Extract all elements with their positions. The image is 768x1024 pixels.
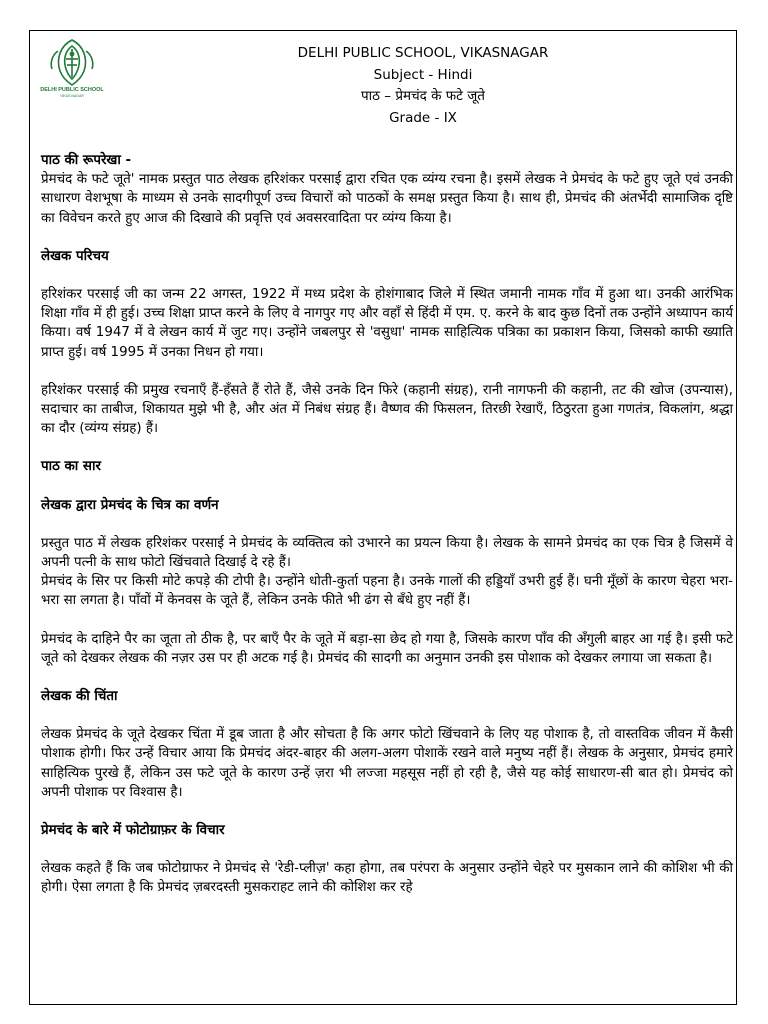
document-header	[110, 43, 736, 129]
author-paragraph-1: हरिशंकर परसाई जी का जन्म 22 अगस्त, 1922 में मध्य प्रदेश के होशंगाबाद जिले में स्थित जमानी नामक गाँव में हुआ था। उनकी आरंभिक शिक्षा गाँव में ही हुई। उच्च शिक्षा प्राप्त करने के लिए वे नागपुर गए और वहाँ से हिंदी में एम. ए. करने के बाद कुछ दिनों तक उन्होंने अध्यापन कार्य किया। वर्ष 1947 में वे लेखन कार्य में जुट गए। उन्होंने जबलपुर से 'वसुधा' नामक साहित्यिक पत्रिका का प्रकाशन किया, जिसको काफी ख्याति प्राप्त हुई। वर्ष 1995 में उनका निधन हो गया।	[41, 287, 733, 360]
outline-heading: पाठ की रूपरेखा -	[41, 153, 132, 168]
portrait-paragraph-2: प्रेमचंद के सिर पर किसी मोटे कपड़े की टोपी है। उन्होंने धोती-कुर्ता पहना है। उनके गालों की हड्डियाँ उभरी हुई हैं। घनी मूँछों के कारण चेहरा भरा-भरा सा लगता है। पाँवों में केनवस के जूते हैं, लेकिन उनके फीते भी ढंग से बँधे हुए नहीं हैं।	[41, 574, 733, 609]
photographer-paragraph: लेखक कहते हैं कि जब फोटोग्राफर ने प्रेमचंद से 'रेडी-प्लीज़' कहा होगा, तब परंपरा के अनुसार उन्होंने चेहरे पर मुसकान लाने की कोशिश भी की होगी। ऐसा लगता है कि प्रेमचंद ज़बरदस्ती मुसकराहट लाने की कोशिश कर रहे	[41, 861, 733, 896]
lesson-title: पाठ – प्रेमचंद के फटे जूते	[360, 88, 485, 104]
school-crest-icon	[36, 37, 108, 87]
outline-paragraph: प्रेमचंद के फटे जूते' नामक प्रस्तुत पाठ लेखक हरिशंकर परसाई द्वारा रचित एक व्यंग्य रचना है। इसमें लेखक ने प्रेमचंद के फटे हुए जूते एवं उनकी साधारण वेशभूषा के माध्यम से उनके सादगीपूर्ण उच्च विचारों को पाठकों के समक्ष प्रस्तुत किया है। साथ ही, प्रेमचंद की अंतर्भेदी सामाजिक दृष्टि का विवेचन करते हुए आज की दिखावे की प्रवृत्ति एवं अवसरवादिता पर व्यंग्य किया है।	[41, 172, 733, 226]
logo-subname: VIKAS NAGAR	[60, 94, 84, 98]
author-paragraph-2: हरिशंकर परसाई की प्रमुख रचनाएँ हैं-हँसते हैं रोते हैं, जैसे उनके दिन फिरे (कहानी संग्रह), रानी नागफनी की कहानी, तट की खोज (उपन्यास), सदाचार का ताबीज, शिकायत मुझे भी है, और अंत में निबंध संग्रह हैं। वैष्णव की फिसलन, तिरछी रेखाएँ, ठिठुरता हुआ गणतंत्र, विकलांग, श्रद्धा का दौर (व्यंग्य संग्रह) हैं।	[41, 382, 733, 437]
school-logo	[36, 37, 108, 97]
portrait-heading: लेखक द्वारा प्रेमचंद के चित्र का वर्णन	[41, 497, 219, 513]
grade-line: Grade - IX	[389, 109, 457, 126]
school-name: DELHI PUBLIC SCHOOL, VIKASNAGAR	[297, 45, 549, 61]
portrait-paragraph-1: प्रस्तुत पाठ में लेखक हरिशंकर परसाई ने प्रेमचंद के व्यक्तित्व को उभारने का प्रयत्न किया है। लेखक के सामने प्रेमचंद का एक चित्र है जिसमें वे अपनी पत्नी के साथ फोटो खिंचवाते दिखाई दे रहे हैं।	[41, 535, 733, 571]
photographer-heading: प्रेमचंद के बारे में फोटोग्राफ़र के विचार	[41, 823, 225, 839]
worry-paragraph: लेखक प्रेमचंद के जूते देखकर चिंता में डूब जाता है और सोचता है कि अगर फोटो खिंचवाने के लिए यह पोशाक है, तो वास्तविक जीवन में कैसी पोशाक होगी। फिर उन्हें विचार आया कि प्रेमचंद अंदर-बाहर की अलग-अलग पोशाकें रखने वाले मनुष्य नहीं हैं। लेखक के अनुसार, प्रेमचंद हमारे साहित्यिक पुरखे हैं, लेकिन उस फटे जूते के कारण उन्हें ज़रा भी लज्जा महसूस नहीं हो रही है, जैसे यह कोई साधारण-सी बात हो। प्रेमचंद को अपनी पोशाक पर विश्वास है।	[41, 727, 733, 800]
subject-line: Subject - Hindi	[373, 66, 473, 83]
summary-heading: पाठ का सार	[41, 459, 101, 475]
logo-name: DELHI PUBLIC SCHOOL	[40, 87, 104, 93]
worry-heading: लेखक की चिंता	[41, 689, 118, 705]
portrait-paragraph-3: प्रेमचंद के दाहिने पैर का जूता तो ठीक है, पर बाएँ पैर के जूते में बड़ा-सा छेद हो गया है, जिसके कारण पाँव की अँगुली बाहर आ गई है। इसी फटे जूते को देखकर लेखक की नज़र उस पर ही अटक गई है। प्रेमचंद की सादगी का अनुमान उनकी इस पोशाक को देखकर लगाया जा सकता है।	[41, 631, 733, 666]
page-border	[29, 30, 737, 1005]
author-heading: लेखक परिचय	[41, 248, 109, 264]
document-body	[41, 151, 733, 898]
